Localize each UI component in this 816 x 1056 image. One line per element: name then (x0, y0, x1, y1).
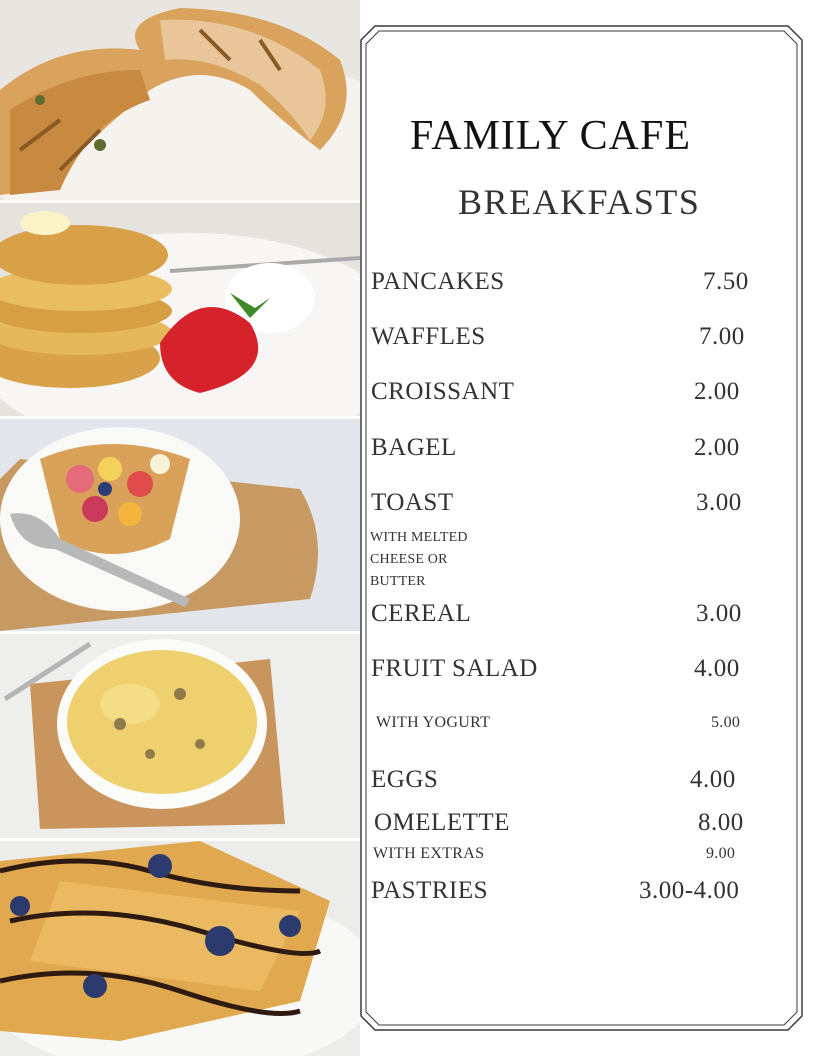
photo-column (0, 0, 360, 1056)
menu-item-name: TOAST (371, 489, 454, 516)
menu-item-option: WITH YOGURT (376, 714, 491, 731)
menu-item-price: 4.00 (690, 766, 736, 793)
menu-item-name: BAGEL (371, 434, 457, 461)
menu-item-price: 8.00 (698, 809, 744, 836)
menu-item-price: 3.00 (696, 600, 742, 627)
menu-item-note: WITH MELTED (370, 530, 468, 545)
menu-item-price: 4.00 (694, 655, 740, 682)
pancakes-photo (0, 203, 360, 416)
menu-item-option-price: 5.00 (711, 714, 741, 731)
menu-item-name: EGGS (371, 766, 439, 793)
omelette-photo (0, 634, 360, 838)
croissant-photo (0, 0, 360, 200)
menu-item-name: FRUIT SALAD (371, 655, 538, 682)
menu-item-option-price: 9.00 (706, 845, 736, 862)
menu-item-price: 7.00 (699, 323, 745, 350)
waffles-photo (0, 841, 360, 1056)
menu-item-name: OMELETTE (374, 809, 510, 836)
fruit-salad-photo (0, 419, 360, 631)
menu-item-price: 7.50 (703, 268, 749, 295)
menu-item-name: CROISSANT (371, 378, 515, 405)
menu-title: FAMILY CAFE (410, 113, 691, 159)
menu-item-option: WITH EXTRAS (373, 845, 485, 862)
menu-item-note: BUTTER (370, 574, 426, 589)
menu-item-name: CEREAL (371, 600, 472, 627)
menu-item-name: WAFFLES (371, 323, 486, 350)
menu-item-note: CHEESE OR (370, 552, 448, 567)
menu-item-name: PASTRIES (371, 877, 489, 904)
menu-subtitle: BREAKFASTS (458, 182, 701, 222)
menu-item-name: PANCAKES (371, 268, 505, 295)
menu-item-price: 3.00 (696, 489, 742, 516)
menu-item-price: 2.00 (694, 378, 740, 405)
menu-item-price: 3.00-4.00 (639, 877, 740, 904)
menu-item-price: 2.00 (694, 434, 740, 461)
